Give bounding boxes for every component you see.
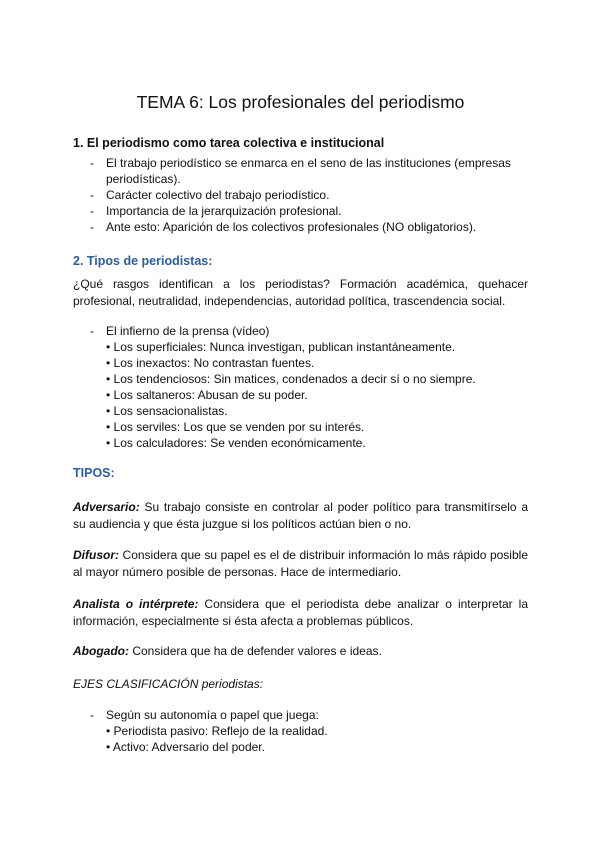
sub-list [106,339,528,451]
tipo-abogado [73,643,528,660]
sub-list-item: • Activo: Adversario del poder. [106,740,265,754]
dash-bullet: - [90,324,94,338]
sub-list-item: • Los sensacionalistas. [106,404,228,418]
sub-list-item: • Los saltaneros: Abusan de su poder. [106,388,308,402]
list-item-text: Según su autonomía o papel que juega: [106,708,319,722]
sub-list-item: • Los superficiales: Nunca investigan, publican instantáneamente. [106,340,456,354]
tipo-text: Considera que su papel es el de distribuir información lo más rápido posible al mayor número posible de personas. Hace de intermediario. [73,548,528,579]
tipo-text: Considera que el periodista debe analizar o interpretar la información, especialmente si ésta afecta a problemas públicos. [73,597,528,628]
sub-list-item: • Los tendenciosos: Sin matices, condenados a decir sí o no siempre. [106,372,476,386]
tipo-analista [73,596,528,629]
list-item-text: El infierno de la prensa (vídeo) [106,324,270,338]
list-item [73,203,528,219]
dash-bullet: - [90,708,94,722]
tipo-adversario [73,499,528,532]
list-item-text: Ante esto: Aparición de los colectivos profesionales (NO obligatorios). [106,220,477,234]
section2-intro: ¿Qué rasgos identifican a los periodistas? Formación académica, quehacer profesional, neutralidad, independencias, autoridad política, trascendencia social. [73,277,528,308]
tipo-term: Adversario: [73,500,140,514]
tipo-text: Considera que ha de defender valores e ideas. [129,644,382,658]
section2-heading: 2. Tipos de periodistas: [73,254,213,268]
sub-list-item: • Los serviles: Los que se venden por su interés. [106,420,365,434]
section1-list [73,155,528,235]
list-item [73,155,528,187]
ejes-list [73,707,528,755]
list-item [73,323,528,451]
tipo-term: Abogado: [73,644,129,658]
sub-list [106,723,528,755]
list-item-text: Carácter colectivo del trabajo periodístico. [106,188,330,202]
tipo-text: Su trabajo consiste en controlar al poder político para transmitírselo a su audiencia y que ésta juzgue si los políticos actúan bien o no. [73,500,528,531]
dash-bullet: - [90,188,94,202]
dash-bullet: - [90,204,94,218]
dash-bullet: - [90,156,94,170]
list-item-text: El trabajo periodístico se enmarca en el seno de las instituciones (empresas periodísticas). [106,156,511,186]
list-item [73,219,528,235]
sub-list-item: • Periodista pasivo: Reflejo de la realidad. [106,724,328,738]
sub-list-item: • Los inexactos: No contrastan fuentes. [106,356,315,370]
list-item-text: Importancia de la jerarquización profesional. [106,204,342,218]
list-item [73,707,528,755]
tipos-heading: TIPOS: [73,466,115,480]
sub-list-item: • Los calculadores: Se venden económicamente. [106,436,366,450]
dash-bullet: - [90,220,94,234]
section2-list [73,323,528,451]
tipo-difusor [73,547,528,580]
tipo-term: Analista o intérprete: [73,597,199,611]
page-title: TEMA 6: Los profesionales del periodismo [136,92,465,112]
section1-heading: 1. El periodismo como tarea colectiva e institucional [73,136,385,150]
tipo-term: Difusor: [73,548,119,562]
ejes-heading: EJES CLASIFICACIÓN periodistas: [73,677,264,691]
list-item [73,187,528,203]
